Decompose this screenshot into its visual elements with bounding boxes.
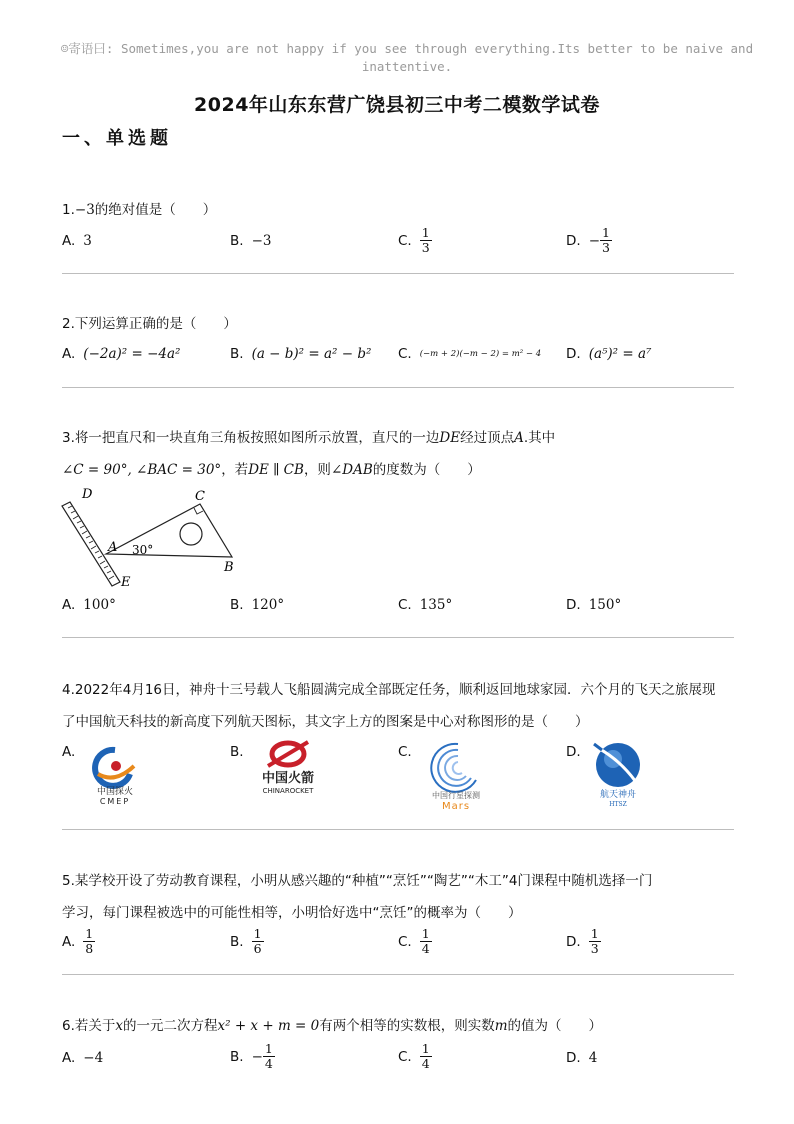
option-d[interactable]: D. $\frac{1}{3}$ [566,926,599,956]
section-heading: 一、单选题 [62,128,172,149]
question-1-stem: 1.−3的绝对值是（ ） [62,202,217,218]
option-a[interactable]: A. 100° [62,597,116,613]
divider [62,273,734,274]
label-angle: 30° [132,543,154,557]
question-4-options [62,744,742,824]
question-4-stem-line2: 了中国航天科技的新高度下列航天图标，其文字上方的图案是中心对称图形的是（ ） [62,714,589,730]
question-3 [62,428,742,478]
option-c[interactable]: C. $\frac{1}{4}$ [398,1041,430,1071]
question-6-stem: 6.若关于x的一元二次方程x² + x + m = 0有两个相等的实数根，则实数m的值为（ ） [62,1018,603,1034]
svg-text:CHINAROCKET: CHINAROCKET [262,787,314,795]
svg-text:中国探火: 中国探火 [96,787,134,797]
option-b[interactable]: B. −3 [230,233,272,249]
divider [62,637,734,638]
option-b[interactable]: B. − $\frac{1}{4}$ [230,1041,273,1071]
option-c[interactable]: C. [398,744,412,760]
china-rocket-logo-icon [250,740,328,798]
option-c[interactable]: C. 135° [398,597,453,613]
option-d[interactable]: D. (a⁵)² = a⁷ [566,346,652,362]
motto-text: ☺寄语曰: Sometimes,you are not happy if you see through everything.Its better to be naive and inattentive. [60,41,754,74]
question-3-stem-line1: 3.将一把直尺和一块直角三角板按照如图所示放置，直尺的一边DE经过顶点A.其中 [62,430,556,446]
fraction: $\frac{1}{8}$ [85,926,94,956]
svg-text:中国火箭: 中国火箭 [261,771,315,786]
fraction: $\frac{1}{4}$ [421,926,430,956]
fraction: $\frac{1}{4}$ [421,1041,430,1071]
svg-text:航天神舟: 航天神舟 [599,790,637,800]
label-b: B [224,560,234,575]
triangle-shape [106,504,232,557]
option-c[interactable]: C. $\frac{1}{4}$ [398,926,430,956]
fraction: $\frac{1}{4}$ [264,1041,273,1071]
option-a[interactable]: A. 3 [62,233,92,249]
svg-text:CMEP: CMEP [99,797,131,806]
label-c: C [195,489,205,504]
option-d[interactable]: D. 4 [566,1050,598,1066]
ruler-triangle-figure [58,484,248,592]
question-5-stem-line2: 学习，每门课程被选中的可能性相等，小明恰好选中“烹饪”的概率为（ ） [62,905,522,921]
svg-text:中国行星探测: 中国行星探测 [432,791,480,800]
option-d[interactable]: D. − $\frac{1}{3}$ [566,225,610,255]
question-2 [62,314,742,362]
svg-text:HTSZ: HTSZ [609,801,627,808]
cmep-logo-icon [82,744,148,806]
divider [62,387,734,388]
label-a: A [108,540,118,555]
option-a[interactable]: A. [62,744,76,760]
divider [62,974,734,975]
option-d[interactable]: D. [566,744,581,760]
fraction: $\frac{1}{3}$ [421,225,430,255]
fraction: $\frac{1}{3}$ [590,926,599,956]
option-a[interactable]: A. $\frac{1}{8}$ [62,926,94,956]
question-2-stem: 2.下列运算正确的是（ ） [62,316,237,332]
divider [62,829,734,830]
option-c[interactable]: C. (−m + 2)(−m − 2) = m² − 4 [398,346,542,362]
page-title: 2024年山东东营广饶县初三中考二模数学试卷 [194,94,600,116]
question-3-stem-line2: ∠C = 90°, ∠BAC = 30°，若DE ∥ CB，则∠DAB的度数为（ ） [62,462,481,478]
svg-text:Mars: Mars [441,801,471,812]
mars-logo-icon [418,740,494,812]
fraction: $\frac{1}{3}$ [602,225,610,255]
label-e: E [121,575,131,590]
fraction: $\frac{1}{6}$ [253,926,262,956]
shenzhou-logo-icon [586,738,650,808]
question-5-stem-line1: 5.某学校开设了劳动教育课程，小明从感兴趣的“种植”“烹饪”“陶艺”“木工”4门课程中随机选择一门 [62,873,653,889]
option-b[interactable]: B. (a − b)² = a² − b² [230,346,372,362]
option-a[interactable]: A. (−2a)² = −4a² [62,346,181,362]
question-6 [62,1016,742,1071]
option-b[interactable]: B. [230,744,244,760]
question-1 [62,200,742,255]
option-c[interactable]: C. $\frac{1}{3}$ [398,225,430,255]
option-b[interactable]: B. 120° [230,597,285,613]
option-b[interactable]: B. $\frac{1}{6}$ [230,926,262,956]
question-4-stem-line1: 4.2022年4月16日，神舟十三号载人飞船圆满完成全部既定任务，顺利返回地球家园．六个月的飞天之旅展现 [62,682,716,698]
label-d: D [82,487,93,502]
option-d[interactable]: D. 150° [566,597,622,613]
option-a[interactable]: A. −4 [62,1050,104,1066]
